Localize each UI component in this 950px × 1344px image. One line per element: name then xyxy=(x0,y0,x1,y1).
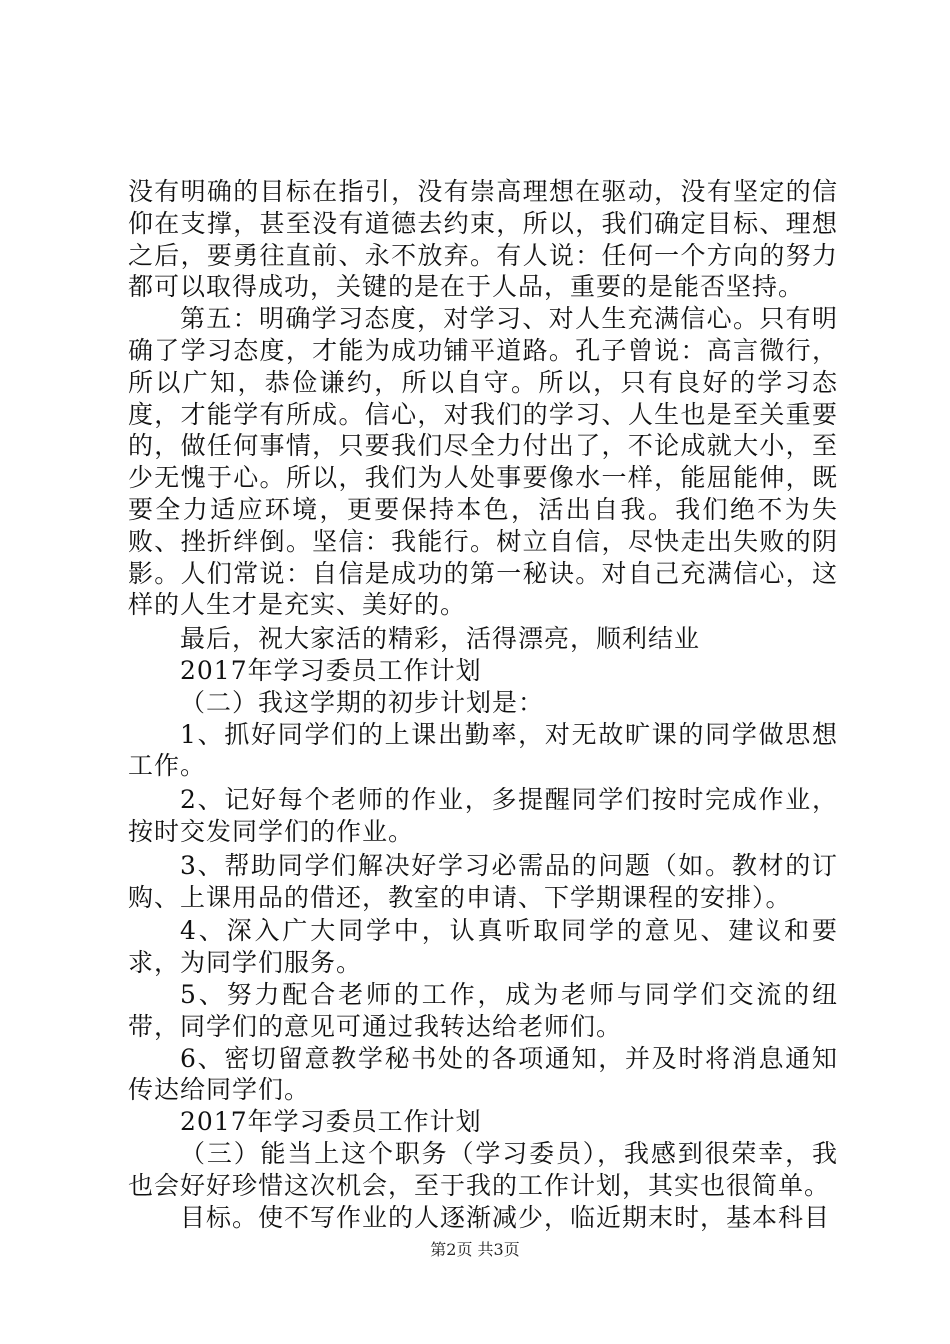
list-item-6: 6、密切留意教学秘书处的各项通知，并及时将消息通知传达给同学们。 xyxy=(128,1043,838,1105)
paragraph-4: （二）我这学期的初步计划是： xyxy=(180,687,545,717)
list-item-3: 3、帮助同学们解决好学习必需品的问题（如。教材的订购、上课用品的借还，教室的申请、下学期课程的安排）。 xyxy=(128,850,838,912)
list-item-1: 1、抓好同学们的上课出勤率，对无故旷课的同学做思想工作。 xyxy=(128,719,838,781)
paragraph-3: 最后，祝大家活的精彩，活得漂亮，顺利结业 xyxy=(180,624,701,654)
page-number-footer: 第2页 共3页 xyxy=(430,1240,520,1259)
list-item-4: 4、深入广大同学中，认真听取同学的意见、建议和要求，为同学们服务。 xyxy=(128,916,838,978)
paragraph-6: 目标。使不写作业的人逐渐减少，临近期末时，基本科目 xyxy=(180,1202,831,1232)
paragraph-1: 没有明确的目标在指引，没有崇高理想在驱动，没有坚定的信仰在支撑，甚至没有道德去约束，所以，我们确定目标、理想之后，要勇往直前、永不放弃。有人说：任何一个方向的努力都可以取得成功，关键的是在于人品，重要的是能否坚持。 xyxy=(128,177,838,302)
paragraph-2: 第五：明确学习态度，对学习、对人生充满信心。只有明确了学习态度，才能为成功铺平道路。孔子曾说：高言微行，所以广知，恭俭谦约，所以自守。所以，只有良好的学习态度，才能学有所成。信心，对我们的学习、人生也是至关重要的，做任何事情，只要我们尽全力付出了，不论成就大小，至少无愧于心。所以，我们为人处事要像水一样，能屈能伸，既要全力适应环境，更要保持本色，活出自我。我们绝不为失败、挫折绊倒。坚信：我能行。树立自信，尽快走出失败的阴影。人们常说：自信是成功的第一秘诀。对自己充满信心，这样的人生才是充实、美好的。 xyxy=(128,304,838,620)
section-heading-1: 2017年学习委员工作计划 xyxy=(180,655,482,685)
document-body xyxy=(128,176,838,1233)
section-heading-2: 2017年学习委员工作计划 xyxy=(180,1107,482,1137)
list-item-2: 2、记好每个老师的作业，多提醒同学们按时完成作业，按时交发同学们的作业。 xyxy=(128,785,838,846)
paragraph-5: （三）能当上这个职务（学习委员），我感到很荣幸，我也会好好珍惜这次机会，至于我的工作计划，其实也很简单。 xyxy=(128,1138,838,1200)
list-item-5: 5、努力配合老师的工作，成为老师与同学们交流的纽带，同学们的意见可通过我转达给老师们。 xyxy=(128,979,838,1041)
